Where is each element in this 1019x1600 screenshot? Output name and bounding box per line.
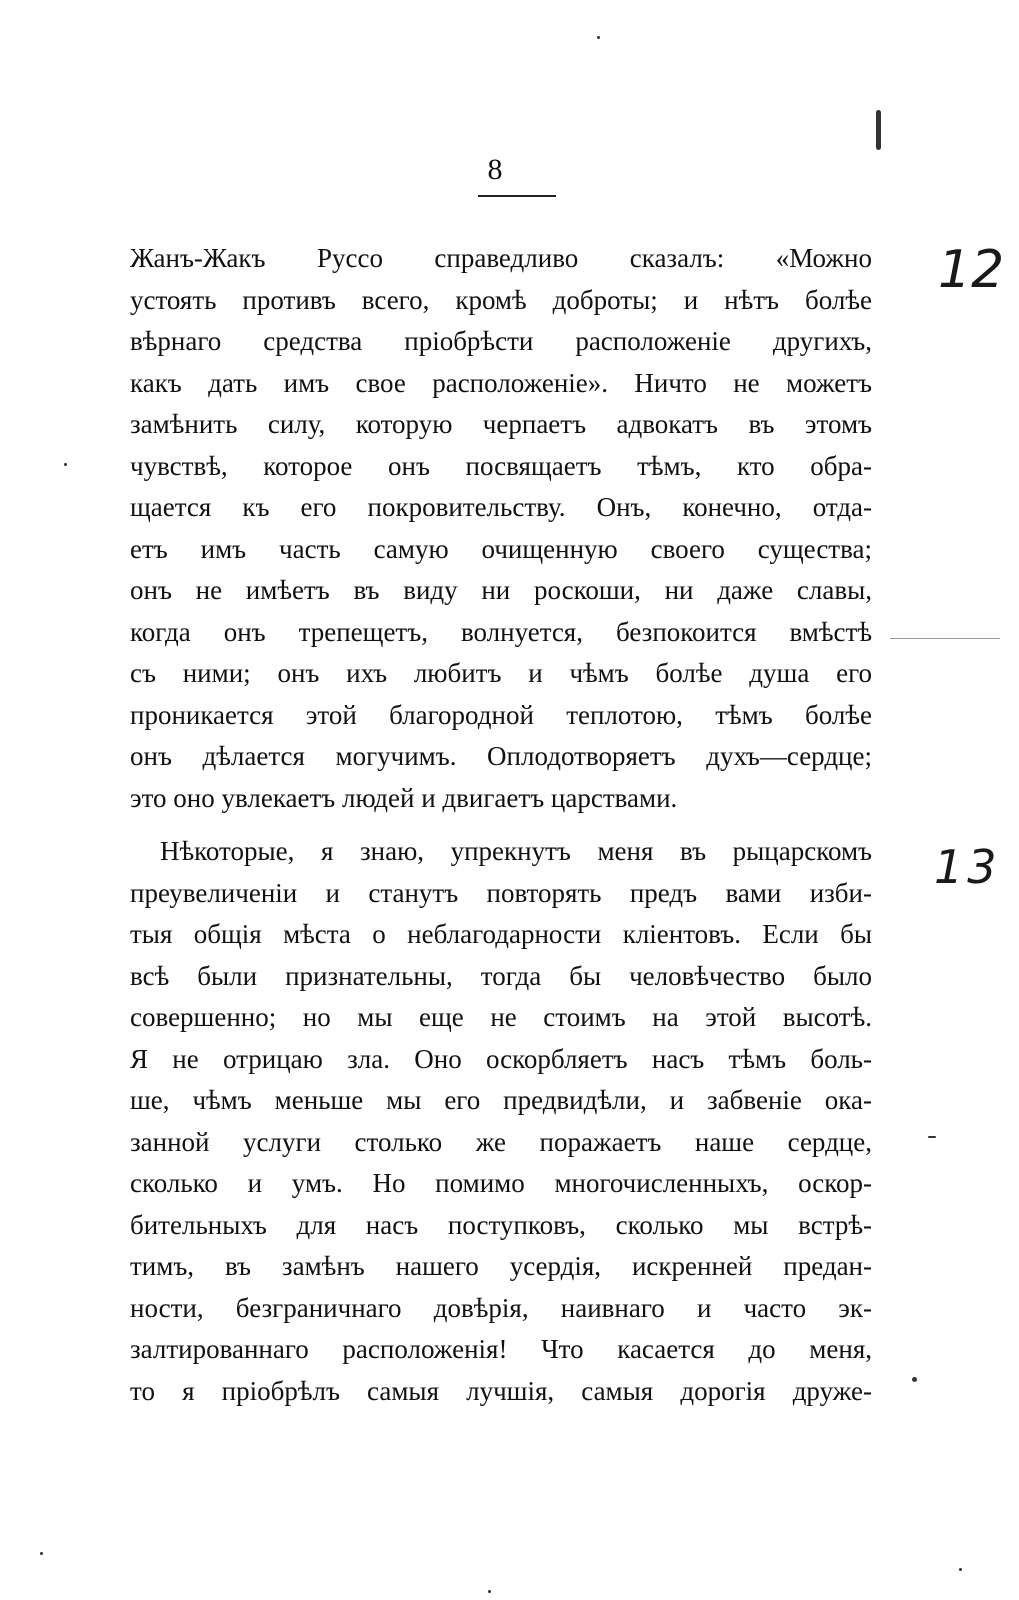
text-line: съ ними; онъ ихъ любитъ и чѣмъ болѣе душа его	[130, 658, 872, 688]
text-line: занной услуги столько же поражаетъ наше сердце,	[130, 1126, 872, 1157]
text-line: то я пріобрѣлъ самыя лучшія, самыя дорогія друже-	[130, 1375, 872, 1406]
text-line: проникается этой благородной теплотою, тѣмъ болѣе	[130, 699, 872, 730]
text-line: Жанъ-Жакъ Руссо справедливо сказалъ: «Можно	[130, 243, 872, 273]
paragraph-gap	[130, 819, 872, 831]
margin-note-handwritten: 13	[934, 840, 1001, 894]
text-line: какъ дать имъ свое расположеніе». Ничто не можетъ	[130, 367, 872, 398]
text-line: это оно увлекаетъ людей и двигаетъ царствами.	[130, 782, 678, 813]
page-number: 8	[487, 153, 503, 186]
scan-speck	[876, 110, 881, 150]
scan-speck	[959, 1568, 962, 1571]
text-line: залтированнаго расположенія! Что касается до меня,	[130, 1334, 872, 1364]
scan-speck	[912, 1377, 917, 1382]
scan-speck	[64, 463, 67, 466]
text-line: онъ дѣлается могучимъ. Оплодотворяетъ духъ—сердце;	[130, 741, 872, 771]
text-line: щается къ его покровительству. Онъ, конечно, отда-	[130, 492, 872, 522]
scan-speck	[488, 1590, 491, 1593]
text-line: тыя общія мѣста о неблагодарности кліентовъ. Если бы	[130, 919, 872, 949]
page-number-rule	[478, 195, 556, 197]
text-line: ности, безграничнаго довѣрія, наивнаго и часто эк-	[130, 1292, 872, 1323]
scan-speck	[597, 36, 600, 39]
text-line: Нѣкоторые, я знаю, упрекнутъ меня въ рыцарскомъ	[160, 836, 872, 866]
paragraph	[130, 238, 872, 819]
text-line: чувствѣ, которое онъ посвящаетъ тѣмъ, кто обра-	[130, 450, 872, 481]
text-line: ше, чѣмъ меньше мы его предвидѣли, и забвеніе ока-	[130, 1085, 872, 1115]
text-line: вѣрнаго средства пріобрѣсти расположеніе другихъ,	[130, 326, 872, 356]
text-line: тимъ, въ замѣнъ нашего усердія, искренней предан-	[130, 1251, 872, 1281]
scan-speck	[40, 1552, 43, 1555]
scan-speck	[928, 1136, 936, 1138]
paragraph	[130, 831, 872, 1412]
text-line: всѣ были признательны, тогда бы человѣчество было	[130, 960, 872, 991]
text-line: когда онъ трепещетъ, волнуется, безпокоится вмѣстѣ	[130, 616, 872, 647]
body-text	[130, 238, 872, 1412]
scan-speck	[890, 638, 1000, 639]
text-line: замѣнить силу, которую черпаетъ адвокатъ въ этомъ	[130, 409, 872, 439]
text-line: совершенно; но мы еще не стоимъ на этой высотѣ.	[130, 1002, 872, 1032]
text-line: бительныхъ для насъ поступковъ, сколько мы встрѣ-	[130, 1209, 872, 1240]
text-line: сколько и умъ. Но помимо многочисленныхъ, оскор-	[130, 1168, 872, 1198]
margin-note-handwritten: 12	[938, 240, 1005, 300]
text-line: етъ имъ часть самую очищенную своего существа;	[130, 533, 872, 564]
text-line: преувеличеніи и станутъ повторять предъ вами изби-	[130, 877, 872, 908]
text-line: устоять противъ всего, кромѣ доброты; и нѣтъ болѣе	[130, 284, 872, 315]
text-line: онъ не имѣетъ въ виду ни роскоши, ни даже славы,	[130, 575, 872, 605]
text-line: Я не отрицаю зла. Оно оскорбляетъ насъ тѣмъ боль-	[130, 1043, 872, 1074]
